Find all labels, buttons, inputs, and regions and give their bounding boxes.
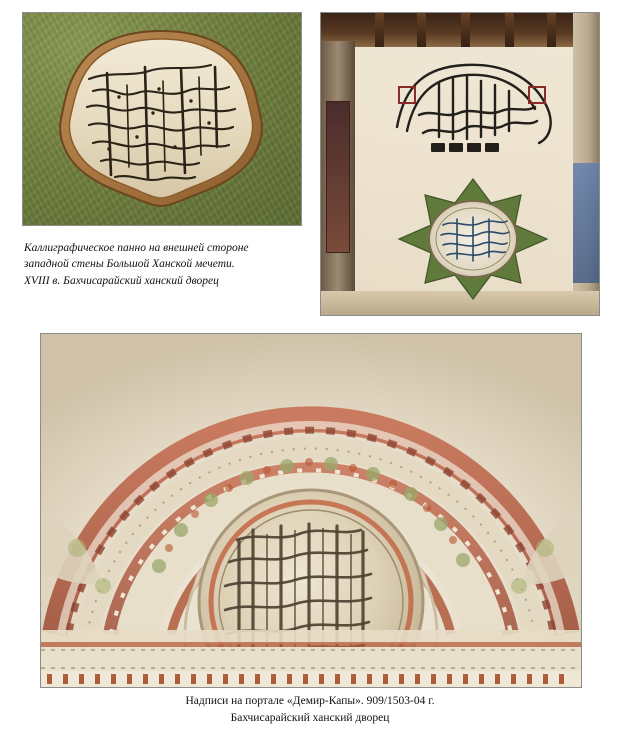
ceiling-beam bbox=[461, 13, 470, 47]
figure-3-caption bbox=[0, 693, 620, 726]
demir-kapy-portal-photo bbox=[40, 333, 582, 688]
mosque-interior-photo bbox=[320, 12, 600, 316]
caption-line: западной стены Большой Ханской мечети. bbox=[24, 258, 235, 271]
star-rosette-medallion bbox=[387, 175, 559, 303]
column-panel bbox=[326, 101, 350, 253]
blue-banner bbox=[573, 163, 599, 283]
portal-carving-illustration bbox=[41, 334, 581, 687]
calligraphic-plaque bbox=[49, 27, 273, 209]
ceiling-beam bbox=[547, 13, 556, 47]
ceiling-beam bbox=[375, 13, 384, 47]
calligraphic-panel-photo bbox=[22, 12, 302, 226]
caption-line: Каллиграфическое панно на внешней стороне bbox=[24, 242, 249, 254]
caption-line: Бахчисарайский ханский дворец bbox=[230, 711, 390, 724]
caption-line: Надписи на портале «Демир-Капы». 909/1503-04 г. bbox=[185, 695, 435, 707]
left-column bbox=[321, 41, 355, 315]
ceiling-beam bbox=[505, 13, 514, 47]
wall-calligraphy-inscription bbox=[379, 53, 569, 157]
ceiling-beam bbox=[417, 13, 426, 47]
caption-line: XVIII в. Бахчисарайский ханский дворец bbox=[24, 274, 219, 287]
figure-1-caption bbox=[24, 240, 298, 289]
wooden-ceiling bbox=[321, 13, 599, 47]
